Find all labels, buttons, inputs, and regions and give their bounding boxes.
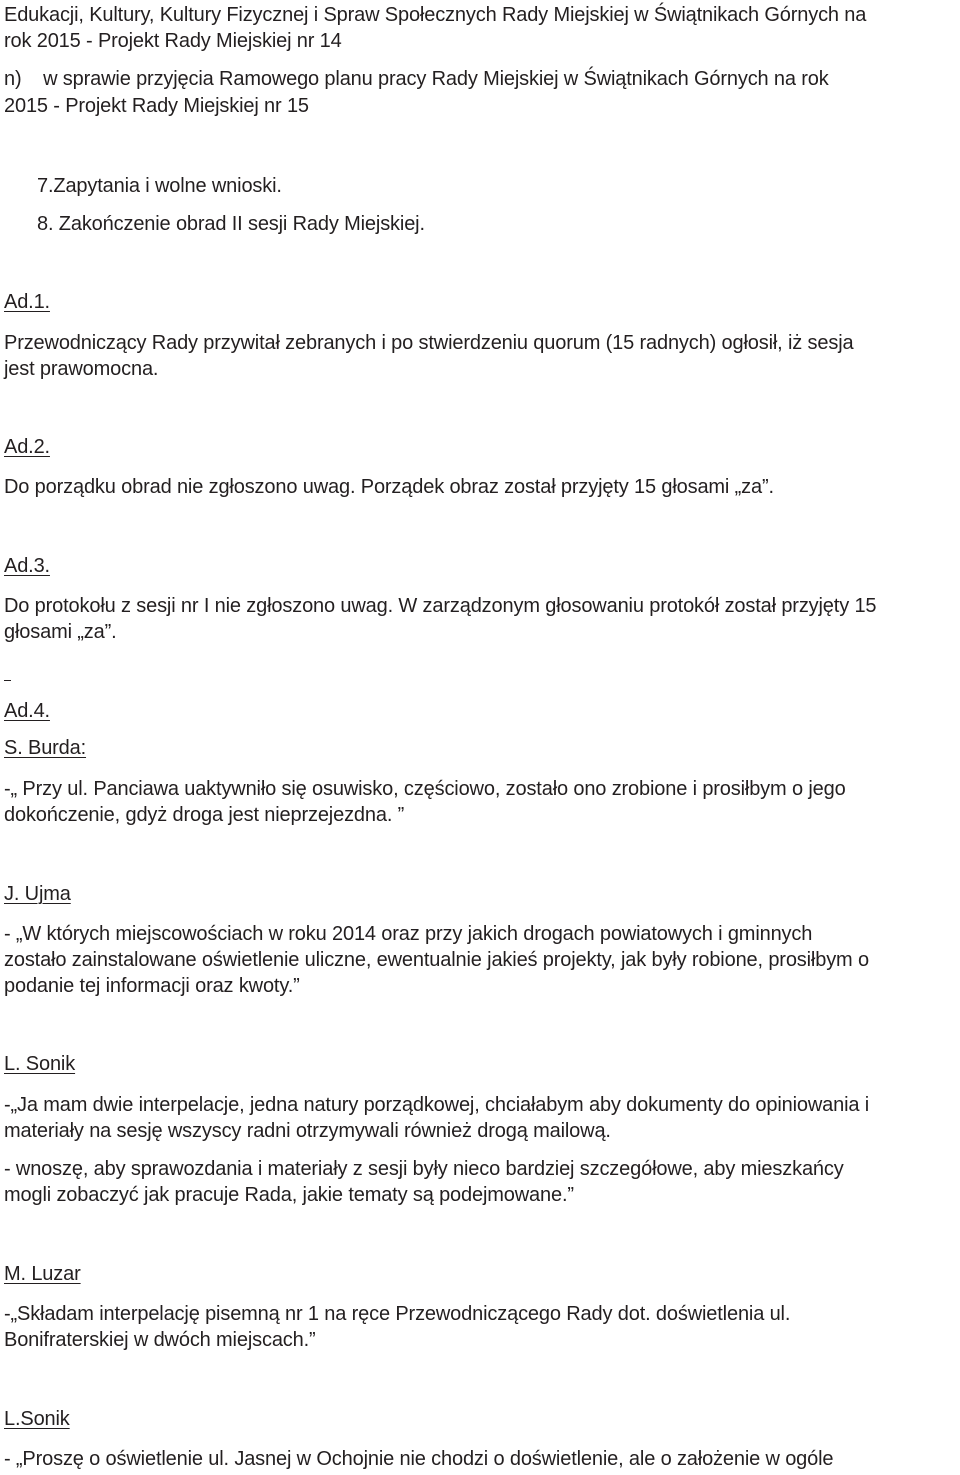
paragraph-line: -„Ja mam dwie interpelacje, jedna natury porządkowej, chciałabym aby dokumenty do opiniowania i: [4, 1094, 870, 1116]
paragraph-line: Do porządku obrad nie zgłoszono uwag. Porządek obraz został przyjęty 15 głosami „za”.: [4, 476, 774, 498]
paragraph-line: Do protokołu z sesji nr I nie zgłoszono uwag. W zarządzonym głosowaniu protokół został przyjęty 15: [4, 595, 877, 617]
section-heading-ad2: Ad.2.: [4, 436, 50, 458]
paragraph-line: -„Składam interpelację pisemną nr 1 na ręce Przewodniczącego Rady dot. doświetlenia ul.: [4, 1303, 791, 1325]
speaker-name: M. Luzar: [4, 1263, 81, 1285]
paragraph-line: -„ Przy ul. Panciawa uaktywniło się osuwisko, częściowo, zostało ono zrobione i prosiłbym o jego: [4, 778, 846, 800]
speaker-name: S. Burda:: [4, 737, 87, 759]
section-heading-ad4: Ad.4.: [4, 700, 50, 722]
speaker-name: L. Sonik: [4, 1053, 76, 1075]
underline-mark: [4, 680, 11, 681]
paragraph-line: Bonifraterskiej w dwóch miejscach.”: [4, 1329, 316, 1351]
paragraph-line: podanie tej informacji oraz kwoty.”: [4, 975, 300, 997]
paragraph-line: materiały na sesję wszyscy radni otrzymywali również drogą mailową.: [4, 1120, 611, 1142]
paragraph-line: mogli zobaczyć jak pracuje Rada, jakie tematy są podejmowane.”: [4, 1184, 574, 1206]
paragraph-line: jest prawomocna.: [4, 358, 159, 380]
paragraph-line: dokończenie, gdyż droga jest nieprzejezdna. ”: [4, 804, 405, 826]
agenda-item-8: 8. Zakończenie obrad II sesji Rady Miejskiej.: [37, 213, 425, 235]
list-item-n: n) w sprawie przyjęcia Ramowego planu pracy Rady Miejskiej w Świątnikach Górnych na rok: [4, 68, 829, 90]
text-line: Edukacji, Kultury, Kultury Fizycznej i Spraw Społecznych Rady Miejskiej w Świątnikach Górnych na: [4, 4, 867, 26]
paragraph-line: zostało zainstalowane oświetlenie uliczne, ewentualnie jakieś projekty, jak były robione, prosiłbym o: [4, 949, 869, 971]
text-line: 2015 - Projekt Rady Miejskiej nr 15: [4, 95, 309, 117]
paragraph-line: głosami „za”.: [4, 621, 117, 643]
paragraph-line: Przewodniczący Rady przywitał zebranych i po stwierdzeniu quorum (15 radnych) ogłosił, iż sesja: [4, 332, 854, 354]
paragraph-line: - „Proszę o oświetlenie ul. Jasnej w Ochojnie nie chodzi o doświetlenie, ale o założenie w ogóle: [4, 1448, 834, 1470]
section-heading-ad3: Ad.3.: [4, 555, 50, 577]
paragraph-line: - wnoszę, aby sprawozdania i materiały z sesji były nieco bardziej szczegółowe, aby mieszkańcy: [4, 1158, 844, 1180]
speaker-name: J. Ujma: [4, 883, 71, 905]
agenda-item-7: 7.Zapytania i wolne wnioski.: [37, 175, 282, 197]
speaker-name: L.Sonik: [4, 1408, 70, 1430]
text-line: rok 2015 - Projekt Rady Miejskiej nr 14: [4, 30, 342, 52]
section-heading-ad1: Ad.1.: [4, 291, 50, 313]
paragraph-line: - „W których miejscowościach w roku 2014 oraz przy jakich drogach powiatowych i gminnych: [4, 923, 813, 945]
